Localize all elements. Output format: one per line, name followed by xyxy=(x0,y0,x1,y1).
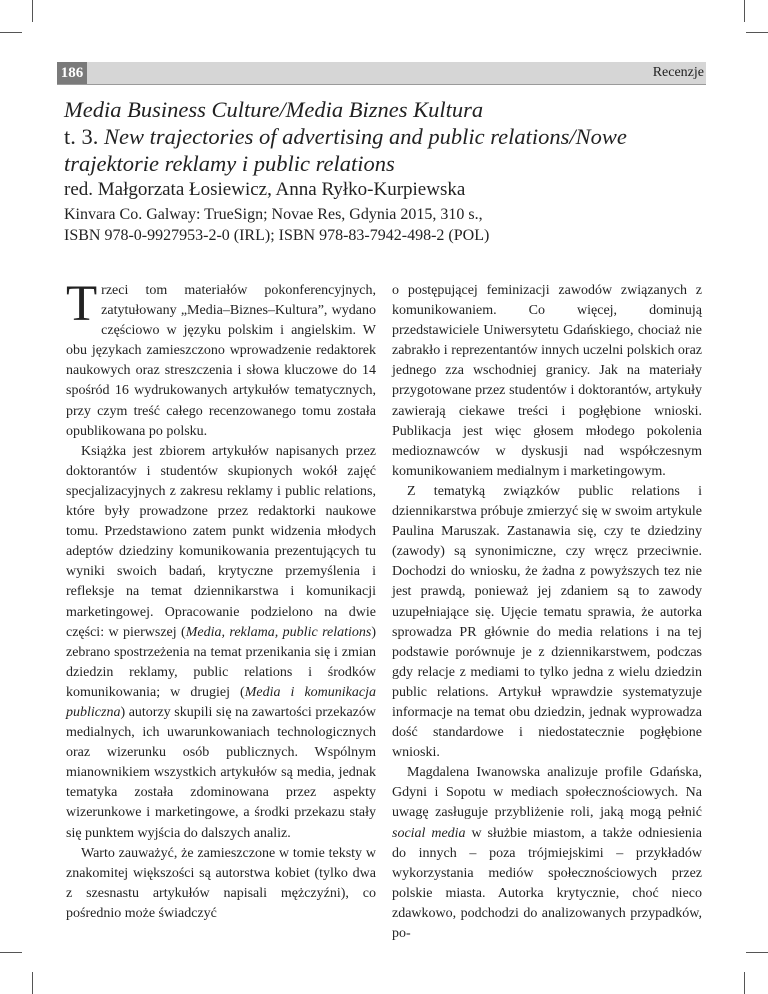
paragraph: Warto zauważyć, że zamieszczone w tomie teksty w znakomitej większości są autorstwa kobiet (tylko dwa z szesnastu artykułów napisali mężczyźni), co pośrednio może świadczyć xyxy=(66,845,376,921)
section-label: Recenzje xyxy=(652,65,704,80)
page-number: 186 xyxy=(57,62,87,84)
crop-mark xyxy=(32,972,33,994)
publication-info xyxy=(64,204,489,246)
paragraph: Magdalena Iwanowska analizuje profile Gdańska, Gdyni i Sopotu w mediach społecznościowych. Na uwagę zasługuje przybliżenie roli, jaką mogą pełnić social media w służbie miastom, a także odniesienia do innych – poza trójmiejskimi – przykładów wykorzystania mediów społecznościowych przez polskie miasta. Autorka krytycznie, choć nieco zdawkowo, podchodzi do analizowanych przypadków, po- xyxy=(392,765,702,941)
editors: red. Małgorzata Łosiewicz, Anna Ryłko-Kurpiewska xyxy=(64,179,466,200)
isbn-line: ISBN 978-0-9927953-2-0 (IRL); ISBN 978-83-7942-498-2 (POL) xyxy=(64,227,490,244)
review-title xyxy=(64,96,714,177)
publisher-line: Kinvara Co. Galway: TrueSign; Novae Res, Gdynia 2015, 310 s., xyxy=(64,206,483,223)
paragraph: Z tematyką związków public relations i dziennikarstwa próbuje zmierzyć się w swoim artykule Paulina Maruszak. Zastanawia się, czy te dziedziny (zawody) są synonimiczne, czy wręcz przeciwnie. Dochodzi do wniosku, że żadna z powyższych tez nie jest prawdą, ponieważ jej zdaniem są to zawody uzupełniające się. Ujęcie tematu sprawia, że autorka sprowadza PR głównie do media relations i na tej podstawie porównuje je z dziennikarstwem, podczas gdy relacje z mediami to tylko jedna z wielu dziedzin public relations. Artykuł wprawdzie systematyzuje informacje na temat obu dziedzin, jednak wyprowadza dość standardowe i niedostatecznie pogłębione wnioski. xyxy=(392,483,702,761)
paragraph: Książka jest zbiorem artykułów napisanych przez doktorantów i studentów skupionych wokół zajęć specjalizacyjnych z zakresu reklamy i public relations, które były prowadzone przez redaktorki naukowe tomu. Przedstawiono zatem punkt widzenia młodych adeptów dziedziny komunikowania prezentujących tu wyniki swoich badań, krytyczne przemyślenia i refleksje na temat dziennikarstwa i komunikacji marketingowej. Opracowanie podzielono na dwie części: w pierwszej (Media, reklama, public relations) zebrano spostrzeżenia na temat przenikania się i zmian dziedzin reklamy, public relations i środków komunikowania; w drugiej (Media i komunikacja publiczna) autorzy skupili się na zawartości przekazów medialnych, ich uwarunkowaniach technologicznych oraz wizerunku osób publicznych. Wspólnym mianownikiem wszystkich artykułów są media, jednak tematyka została zdominowana przez aspekty wizerunkowe i marketingowe, a środki przekazu stały się punktem wyjścia do dalszych analiz. xyxy=(66,443,377,841)
title-volume: t. 3. xyxy=(64,124,99,149)
body-column-left xyxy=(66,276,377,924)
crop-mark xyxy=(32,0,33,22)
crop-mark xyxy=(744,972,745,994)
body-column-right xyxy=(392,281,702,944)
title-line-1: Media Business Culture/Media Biznes Kultura xyxy=(64,97,484,122)
paragraph: Trzeci tom materiałów pokonferencyjnych, zatytułowany „Media–Biznes–Kultura”, wydano częściowo w języku polskim i angielskim. W obu językach zamieszczono wprowadzenie redaktorek naukowych oraz streszczenia i słowa kluczowe do 14 spośród 16 wydrukowanych artykułów tematycznych, przy czym treść całego recenzowanego tomu została opublikowana po polsku. xyxy=(66,276,376,439)
crop-mark xyxy=(746,32,768,33)
drop-cap: T xyxy=(66,276,98,332)
title-line-3: trajektorie reklamy i public relations xyxy=(64,151,395,176)
running-header xyxy=(57,62,706,85)
title-line-2: New trajectories of advertising and public relations/Nowe xyxy=(104,124,627,149)
crop-mark xyxy=(0,952,22,953)
paragraph: o postępującej feminizacji zawodów związanych z komunikowaniem. Co więcej, dominują przedstawiciele Uniwersytetu Gdańskiego, chociaż nie zabrakło i reprezentantów innych uczelni polskich oraz jednego zza wschodniej granicy. Jak na materiały przygotowane przez studentów i doktorantów, artykuły zawierają ciekawe treści i pogłębione wnioski. Publikacja jest więc głosem młodego pokolenia medioznawców w dyskusji nad współczesnym komunikowaniem medialnym i marketingowym. xyxy=(392,283,702,479)
crop-mark xyxy=(744,0,745,22)
crop-mark xyxy=(0,32,22,33)
crop-mark xyxy=(746,952,768,953)
